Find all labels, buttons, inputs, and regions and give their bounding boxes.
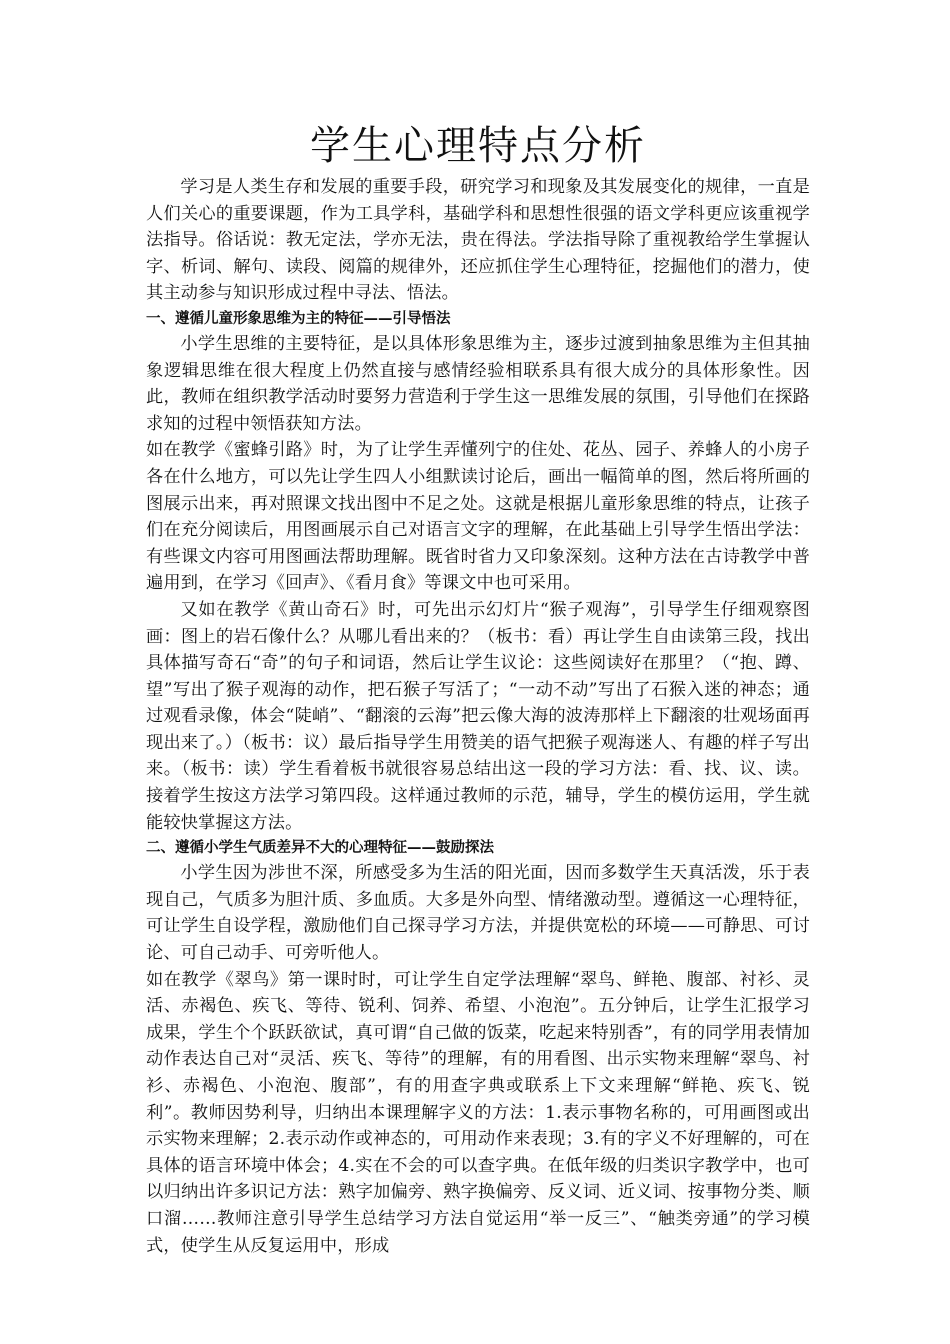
section-1-paragraph-1: 小学生思维的主要特征，是以具体形象思维为主，逐步过渡到抽象思维为主但其抽象逻辑思维在很大程度上仍然直接与感情经验相联系具有很大成分的具体形象性。因此，教师在组织教学活动时要努力营造利于学生这一思维发展的氛围，引导他们在探路求知的过程中领悟获知方法。 [146, 333, 810, 434]
document-page [146, 120, 810, 1259]
section-1-paragraph-3: 又如在教学《黄山奇石》时，可先出示幻灯片“猴子观海”，引导学生仔细观察图画：图上的岩石像什么？从哪儿看出来的？（板书：看）再让学生自由读第三段，找出具体描写奇石“奇”的句子和词语，然后让学生议论：这些阅读好在那里？（“抱、蹲、望”写出了猴子观海的动作，把石猴子写活了；“一动不动”写出了石猴入迷的神态；通过观看录像，体会“陡峭”、“翻滚的云海”把云像大海的波涛那样上下翻滚的壮观场面再现出来了。）（板书：议）最后指导学生用赞美的语气把猴子观海迷人、有趣的样子写出来。（板书：读）学生看着板书就很容易总结出这一段的学习方法：看、找、议、读。接着学生按这方法学习第四段。这样通过教师的示范，辅导，学生的模仿运用，学生就能较快掌握这方法。 [146, 599, 810, 833]
section-2-paragraph-1: 小学生因为涉世不深，所感受多为生活的阳光面，因而多数学生天真活泼，乐于表现自己，气质多为胆汁质、多血质。大多是外向型、情绪激动型。遵循这一心理特征，可让学生自设学程，激励他们自己探寻学习方法，并提供宽松的环境——可静思、可讨论、可自己动手、可旁听他人。 [146, 863, 810, 964]
section-2-paragraph-2: 如在教学《翠鸟》第一课时时，可让学生自定学法理解“翠鸟、鲜艳、腹部、衬衫、灵活、赤褐色、疾飞、等待、锐利、饲养、希望、小泡泡”。五分钟后，让学生汇报学习成果，学生个个跃跃欲试，真可谓“自己做的饭菜，吃起来特别香”，有的同学用表情加动作表达自己对“灵活、疾飞、等待”的理解，有的用看图、出示实物来理解“翠鸟、衬衫、赤褐色、小泡泡、腹部”，有的用查字典或联系上下文来理解“鲜艳、疾飞、锐利”。教师因势利导，归纳出本课理解字义的方法：1.表示事物名称的，可用画图或出示实物来理解；2.表示动作或神态的，可用动作来表现；3.有的字义不好理解的，可在具体的语言环境中体会；4.实在不会的可以查字典。在低年级的归类识字教学中，也可以归纳出许多识记方法：熟字加偏旁、熟字换偏旁、反义词、近义词、按事物分类、顺口溜……教师注意引导学生总结学习方法自觉运用“举一反三”、“触类旁通”的学习模式，使学生从反复运用中，形成 [146, 969, 810, 1256]
section-2-heading: 二、遵循小学生气质差异不大的心理特征——鼓励探法 [146, 840, 494, 857]
section-1-heading: 一、遵循儿童形象思维为主的特征——引导悟法 [146, 310, 451, 327]
document-title: 学生心理特点分析 [310, 123, 646, 169]
intro-paragraph: 学习是人类生存和发展的重要手段，研究学习和现象及其发展变化的规律，一直是人们关心的重要课题，作为工具学科，基础学科和思想性很强的语文学科更应该重视学法指导。俗话说：教无定法，学亦无法，贵在得法。学法指导除了重视教给学生掌握认字、析词、解句、读段、阅篇的规律外，还应抓住学生心理特征，挖掘他们的潜力，使其主动参与知识形成过程中寻法、悟法。 [146, 177, 810, 304]
section-1-paragraph-2: 如在教学《蜜蜂引路》时，为了让学生弄懂列宁的住处、花丛、园子、养蜂人的小房子各在什么地方，可以先让学生四人小组默读讨论后，画出一幅简单的图，然后将所画的图展示出来，再对照课文找出图中不足之处。这就是根据儿童形象思维的特点，让孩子们在充分阅读后，用图画展示自己对语言文字的理解，在此基础上引导学生悟出学法：有些课文内容可用图画法帮助理解。既省时省力又印象深刻。这种方法在古诗教学中普遍用到，在学习《回声》、《看月食》等课文中也可采用。 [146, 440, 810, 594]
